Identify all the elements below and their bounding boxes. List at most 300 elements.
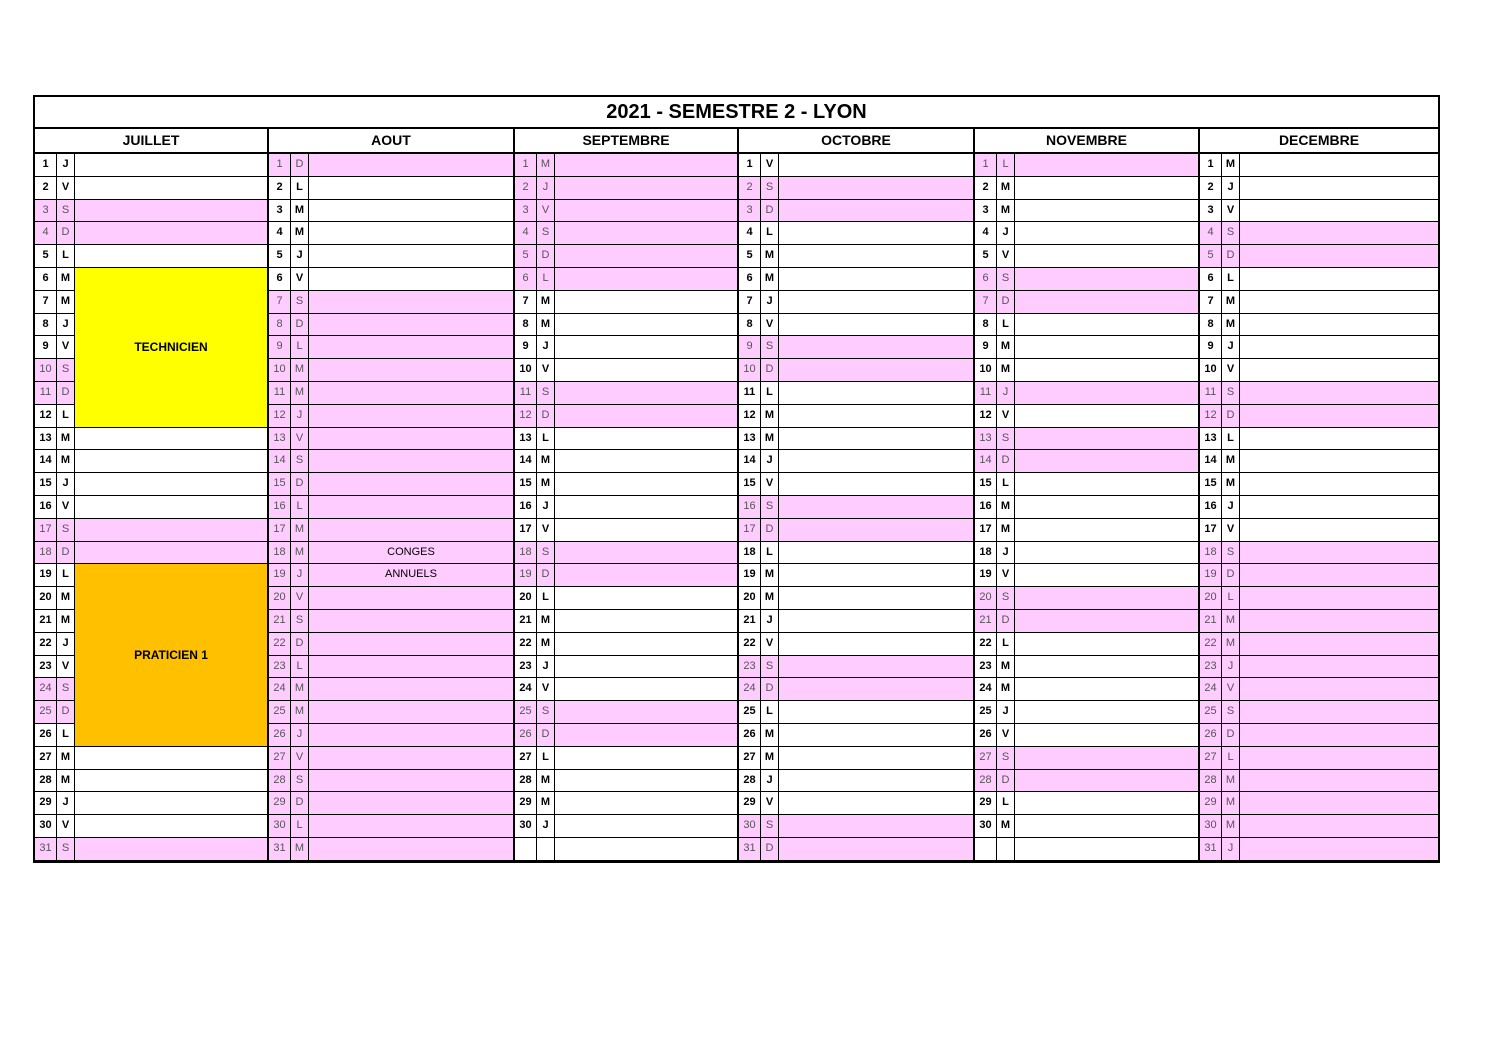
day-number: 9 <box>739 336 761 358</box>
day-letter: V <box>537 519 555 541</box>
day-row <box>975 359 1198 382</box>
day-number: 27 <box>269 747 291 769</box>
day-letter: J <box>1222 656 1240 678</box>
day-letter: V <box>537 678 555 700</box>
day-entry-cell[interactable] <box>555 268 737 290</box>
day-row <box>975 336 1198 359</box>
day-number: 30 <box>975 815 997 837</box>
day-entry-cell[interactable] <box>75 747 267 769</box>
day-number: 11 <box>1200 382 1222 404</box>
day-row <box>739 473 973 496</box>
day-number: 28 <box>975 770 997 792</box>
day-entry-cell[interactable] <box>309 405 513 427</box>
day-letter: M <box>537 314 555 336</box>
day-entry-cell[interactable] <box>1240 291 1438 313</box>
day-entry-cell[interactable] <box>555 473 737 495</box>
day-number: 28 <box>515 770 537 792</box>
day-number: 3 <box>975 200 997 222</box>
day-entry-cell[interactable] <box>1015 268 1198 290</box>
day-number: 22 <box>269 633 291 655</box>
day-entry-cell[interactable] <box>75 838 267 860</box>
day-row <box>269 473 513 496</box>
day-letter: L <box>761 701 779 723</box>
day-entry-cell[interactable] <box>1240 496 1438 518</box>
day-row <box>975 724 1198 747</box>
day-entry-cell[interactable] <box>75 177 267 199</box>
day-entry-cell[interactable] <box>75 519 267 541</box>
day-row <box>515 473 737 496</box>
day-entry-cell[interactable] <box>779 542 973 564</box>
day-letter: M <box>761 564 779 586</box>
day-row <box>739 245 973 268</box>
assignment-block-technicien[interactable] <box>75 268 267 428</box>
day-entry-cell[interactable] <box>555 405 737 427</box>
day-number: 31 <box>1200 838 1222 860</box>
day-entry-cell[interactable] <box>779 747 973 769</box>
day-entry-cell[interactable] <box>1240 838 1438 860</box>
day-entry-cell[interactable] <box>309 610 513 632</box>
day-entry-cell[interactable] <box>1240 815 1438 837</box>
day-letter: M <box>997 177 1015 199</box>
day-entry-cell[interactable] <box>1240 564 1438 586</box>
day-entry-cell[interactable]: ANNUELS <box>385 568 437 581</box>
day-number: 13 <box>1200 428 1222 450</box>
day-entry-cell[interactable] <box>1015 792 1198 814</box>
day-entry-cell[interactable] <box>779 610 973 632</box>
day-entry-cell[interactable] <box>1240 154 1438 176</box>
day-letter: M <box>57 747 75 769</box>
day-entry-cell[interactable] <box>555 382 737 404</box>
day-entry-cell[interactable] <box>309 770 513 792</box>
day-entry-cell[interactable] <box>779 245 973 267</box>
day-row <box>1200 450 1438 473</box>
day-row <box>269 838 513 861</box>
day-letter: D <box>997 610 1015 632</box>
day-entry-cell[interactable] <box>555 154 737 176</box>
day-entry-cell[interactable] <box>555 428 737 450</box>
day-entry-cell[interactable] <box>309 245 513 267</box>
day-entry-cell[interactable] <box>309 792 513 814</box>
day-row <box>269 450 513 473</box>
day-entry-cell[interactable] <box>555 359 737 381</box>
day-row <box>269 656 513 679</box>
day-entry-cell[interactable] <box>309 428 513 450</box>
day-entry-cell[interactable] <box>309 314 513 336</box>
day-number: 7 <box>515 291 537 313</box>
day-entry-cell[interactable] <box>1015 177 1198 199</box>
day-entry-cell[interactable] <box>779 815 973 837</box>
day-number: 14 <box>1200 450 1222 472</box>
day-number: 7 <box>35 291 57 313</box>
day-letter: M <box>1222 792 1240 814</box>
day-entry-cell[interactable] <box>555 542 737 564</box>
day-row <box>975 542 1198 565</box>
day-entry-cell[interactable] <box>1240 405 1438 427</box>
day-row <box>1200 678 1438 701</box>
day-letter: S <box>997 587 1015 609</box>
day-entry-cell[interactable] <box>1015 610 1198 632</box>
day-entry-cell[interactable] <box>1015 587 1198 609</box>
day-entry-cell[interactable] <box>779 314 973 336</box>
day-entry-cell[interactable] <box>1240 770 1438 792</box>
day-entry-cell[interactable] <box>779 701 973 723</box>
day-entry-cell[interactable] <box>309 154 513 176</box>
day-row <box>739 382 973 405</box>
day-letter: J <box>291 245 309 267</box>
day-entry-cell[interactable] <box>309 633 513 655</box>
day-entry-cell[interactable] <box>1015 838 1198 860</box>
day-number: 29 <box>515 792 537 814</box>
day-letter: D <box>291 314 309 336</box>
day-entry-cell[interactable] <box>1240 359 1438 381</box>
day-number: 2 <box>1200 177 1222 199</box>
day-entry-cell[interactable] <box>309 678 513 700</box>
day-entry-cell[interactable] <box>1240 473 1438 495</box>
day-entry-cell[interactable] <box>309 291 513 313</box>
day-entry-cell[interactable] <box>779 564 973 586</box>
day-entry-cell[interactable] <box>309 450 513 472</box>
day-entry-cell[interactable] <box>779 200 973 222</box>
day-entry-cell[interactable] <box>555 450 737 472</box>
day-entry-cell[interactable] <box>555 222 737 244</box>
day-entry-cell[interactable] <box>309 177 513 199</box>
day-entry-cell[interactable] <box>1015 724 1198 746</box>
day-entry-cell[interactable] <box>1240 177 1438 199</box>
day-entry-cell[interactable] <box>555 838 737 860</box>
day-entry-cell[interactable] <box>555 610 737 632</box>
day-entry-cell[interactable] <box>555 177 737 199</box>
day-letter: M <box>291 200 309 222</box>
day-letter: L <box>291 496 309 518</box>
day-entry-cell[interactable] <box>555 519 737 541</box>
day-entry-cell[interactable] <box>1240 268 1438 290</box>
day-row <box>739 291 973 314</box>
day-row <box>269 564 513 587</box>
day-row <box>739 610 973 633</box>
day-entry-cell[interactable] <box>309 838 513 860</box>
day-entry-cell[interactable] <box>779 473 973 495</box>
day-number: 20 <box>515 587 537 609</box>
day-entry-cell[interactable] <box>75 200 267 222</box>
day-entry-cell[interactable] <box>1240 245 1438 267</box>
day-entry-cell[interactable] <box>555 747 737 769</box>
day-entry-cell[interactable] <box>1240 701 1438 723</box>
day-entry-cell[interactable] <box>779 838 973 860</box>
day-entry-cell[interactable] <box>555 724 737 746</box>
day-entry-cell[interactable] <box>1240 724 1438 746</box>
month-header-novembre: NOVEMBRE <box>973 129 1198 152</box>
day-entry-cell[interactable] <box>1015 815 1198 837</box>
day-entry-cell[interactable] <box>555 678 737 700</box>
day-entry-cell[interactable] <box>555 587 737 609</box>
day-letter: V <box>57 177 75 199</box>
day-row <box>515 450 737 473</box>
day-entry-cell[interactable] <box>309 382 513 404</box>
day-entry-cell[interactable] <box>309 519 513 541</box>
day-entry-cell[interactable] <box>1015 291 1198 313</box>
day-number: 11 <box>269 382 291 404</box>
day-entry-cell[interactable] <box>779 770 973 792</box>
day-entry-cell[interactable] <box>1240 450 1438 472</box>
day-entry-cell[interactable] <box>555 496 737 518</box>
day-number: 2 <box>739 177 761 199</box>
day-entry-cell[interactable] <box>309 359 513 381</box>
day-entry-cell[interactable] <box>1015 496 1198 518</box>
day-entry-cell[interactable] <box>1015 245 1198 267</box>
day-row <box>1200 792 1438 815</box>
day-entry-cell[interactable] <box>1240 314 1438 336</box>
day-entry-cell[interactable] <box>1240 428 1438 450</box>
day-letter: D <box>761 359 779 381</box>
day-entry-cell[interactable] <box>1015 678 1198 700</box>
day-entry-cell[interactable] <box>1240 747 1438 769</box>
day-entry-cell[interactable] <box>1015 154 1198 176</box>
day-row <box>739 542 973 565</box>
day-entry-cell[interactable]: CONGES <box>387 545 435 558</box>
day-letter: L <box>997 792 1015 814</box>
day-entry-cell[interactable] <box>779 450 973 472</box>
day-letter: S <box>761 496 779 518</box>
day-entry-cell[interactable] <box>309 473 513 495</box>
day-entry-cell[interactable] <box>779 405 973 427</box>
day-letter: L <box>537 747 555 769</box>
day-entry-cell[interactable] <box>75 815 267 837</box>
day-entry-cell[interactable] <box>1240 382 1438 404</box>
day-entry-cell[interactable] <box>1240 633 1438 655</box>
day-row <box>515 610 737 633</box>
day-letter: M <box>537 473 555 495</box>
assignment-block-praticien-1[interactable] <box>75 564 267 746</box>
day-entry-cell[interactable] <box>779 792 973 814</box>
day-row <box>975 678 1198 701</box>
day-entry-cell[interactable] <box>309 587 513 609</box>
day-letter: M <box>1222 473 1240 495</box>
day-entry-cell[interactable] <box>779 496 973 518</box>
day-entry-cell[interactable] <box>309 656 513 678</box>
day-number: 3 <box>739 200 761 222</box>
day-number: 17 <box>269 519 291 541</box>
day-row <box>515 633 737 656</box>
day-number: 25 <box>269 701 291 723</box>
day-entry-cell[interactable] <box>779 336 973 358</box>
day-entry-cell[interactable] <box>1015 564 1198 586</box>
day-entry-cell[interactable] <box>779 724 973 746</box>
day-entry-cell[interactable] <box>1240 336 1438 358</box>
day-number: 11 <box>515 382 537 404</box>
day-entry-cell[interactable] <box>1015 633 1198 655</box>
day-entry-cell[interactable] <box>779 382 973 404</box>
day-letter: V <box>1222 678 1240 700</box>
day-number: 18 <box>269 542 291 564</box>
day-row <box>35 770 267 793</box>
day-entry-cell[interactable] <box>75 473 267 495</box>
day-entry-cell[interactable] <box>555 792 737 814</box>
day-row <box>269 496 513 519</box>
day-entry-cell[interactable] <box>779 268 973 290</box>
day-entry-cell[interactable] <box>779 633 973 655</box>
day-letter: S <box>1222 701 1240 723</box>
day-letter: S <box>57 519 75 541</box>
day-number: 10 <box>35 359 57 381</box>
day-entry-cell[interactable] <box>1015 428 1198 450</box>
day-entry-cell[interactable] <box>75 792 267 814</box>
day-entry-cell[interactable] <box>555 633 737 655</box>
day-row <box>975 587 1198 610</box>
day-entry-cell[interactable] <box>779 222 973 244</box>
day-number: 2 <box>35 177 57 199</box>
day-entry-cell[interactable] <box>309 724 513 746</box>
day-entry-cell[interactable] <box>1240 656 1438 678</box>
day-entry-cell[interactable] <box>1240 587 1438 609</box>
day-entry-cell[interactable] <box>555 815 737 837</box>
day-entry-cell[interactable] <box>779 519 973 541</box>
day-entry-cell[interactable] <box>1240 222 1438 244</box>
day-entry-cell[interactable] <box>1015 405 1198 427</box>
day-entry-cell[interactable] <box>75 770 267 792</box>
day-entry-cell[interactable] <box>779 656 973 678</box>
day-entry-cell[interactable] <box>1015 770 1198 792</box>
day-letter: M <box>291 519 309 541</box>
day-row <box>515 656 737 679</box>
day-entry-cell[interactable] <box>1015 701 1198 723</box>
day-row <box>269 770 513 793</box>
day-letter: S <box>291 770 309 792</box>
day-letter: M <box>57 428 75 450</box>
day-entry-cell[interactable] <box>555 336 737 358</box>
day-row <box>975 200 1198 223</box>
day-letter: M <box>761 245 779 267</box>
day-entry-cell[interactable] <box>75 245 267 267</box>
day-entry-cell[interactable] <box>1240 542 1438 564</box>
day-entry-cell[interactable] <box>309 268 513 290</box>
day-entry-cell[interactable] <box>555 770 737 792</box>
day-entry-cell[interactable] <box>1240 678 1438 700</box>
day-entry-cell[interactable] <box>1240 519 1438 541</box>
day-entry-cell[interactable] <box>1015 200 1198 222</box>
day-entry-cell[interactable] <box>309 496 513 518</box>
day-row <box>515 428 737 451</box>
day-number: 23 <box>739 656 761 678</box>
day-letter: V <box>997 564 1015 586</box>
day-entry-cell[interactable] <box>555 701 737 723</box>
day-entry-cell[interactable] <box>1015 336 1198 358</box>
day-letter: D <box>997 291 1015 313</box>
day-entry-cell[interactable] <box>1015 359 1198 381</box>
day-letter: M <box>1222 291 1240 313</box>
day-entry-cell[interactable] <box>555 314 737 336</box>
day-letter: V <box>997 405 1015 427</box>
day-letter: L <box>57 724 75 746</box>
day-number: 23 <box>35 656 57 678</box>
day-number: 25 <box>739 701 761 723</box>
day-entry-cell[interactable] <box>779 177 973 199</box>
day-entry-cell[interactable] <box>779 154 973 176</box>
day-letter: M <box>761 268 779 290</box>
day-entry-cell[interactable] <box>779 678 973 700</box>
day-entry-cell[interactable] <box>1015 473 1198 495</box>
day-letter: J <box>291 405 309 427</box>
day-entry-cell[interactable] <box>1015 747 1198 769</box>
day-number: 9 <box>1200 336 1222 358</box>
day-number: 17 <box>515 519 537 541</box>
day-number: 3 <box>35 200 57 222</box>
day-letter: S <box>761 656 779 678</box>
day-letter: L <box>291 656 309 678</box>
month-column-decembre <box>1198 154 1438 861</box>
day-letter: D <box>1222 724 1240 746</box>
day-entry-cell[interactable] <box>1240 610 1438 632</box>
day-letter: J <box>291 564 309 586</box>
day-number: 21 <box>35 610 57 632</box>
day-entry-cell[interactable] <box>309 701 513 723</box>
day-number: 8 <box>35 314 57 336</box>
day-entry-cell[interactable] <box>1015 656 1198 678</box>
day-letter: M <box>57 610 75 632</box>
day-entry-cell[interactable] <box>309 222 513 244</box>
day-entry-cell[interactable] <box>1015 542 1198 564</box>
day-row <box>515 747 737 770</box>
day-number: 18 <box>739 542 761 564</box>
day-entry-cell[interactable] <box>1015 382 1198 404</box>
day-entry-cell[interactable] <box>309 747 513 769</box>
day-entry-cell[interactable] <box>75 222 267 244</box>
day-entry-cell[interactable] <box>779 359 973 381</box>
day-entry-cell[interactable] <box>309 336 513 358</box>
day-entry-cell[interactable] <box>75 496 267 518</box>
day-letter: J <box>761 610 779 632</box>
day-entry-cell[interactable] <box>1240 200 1438 222</box>
day-entry-cell[interactable] <box>555 656 737 678</box>
day-letter: D <box>291 633 309 655</box>
day-number: 15 <box>269 473 291 495</box>
day-entry-cell[interactable] <box>75 450 267 472</box>
day-row <box>739 792 973 815</box>
day-number: 29 <box>739 792 761 814</box>
day-entry-cell[interactable] <box>309 200 513 222</box>
day-letter: J <box>1222 177 1240 199</box>
day-entry-cell[interactable] <box>555 245 737 267</box>
day-row <box>515 564 737 587</box>
day-entry-cell[interactable] <box>1015 450 1198 472</box>
day-entry-cell[interactable] <box>555 564 737 586</box>
day-entry-cell[interactable] <box>555 291 737 313</box>
day-letter: M <box>537 792 555 814</box>
day-number: 13 <box>515 428 537 450</box>
day-entry-cell[interactable] <box>555 200 737 222</box>
day-entry-cell[interactable] <box>779 291 973 313</box>
day-letter: J <box>997 542 1015 564</box>
day-entry-cell[interactable] <box>1240 792 1438 814</box>
day-entry-cell[interactable] <box>1015 222 1198 244</box>
day-entry-cell[interactable] <box>75 428 267 450</box>
day-entry-cell[interactable] <box>779 587 973 609</box>
day-row <box>975 473 1198 496</box>
day-entry-cell[interactable] <box>779 428 973 450</box>
day-letter: V <box>57 496 75 518</box>
day-number: 28 <box>35 770 57 792</box>
day-entry-cell[interactable] <box>1015 519 1198 541</box>
day-letter: L <box>1222 268 1240 290</box>
month-column-novembre <box>973 154 1198 861</box>
day-letter: M <box>537 154 555 176</box>
day-entry-cell[interactable] <box>1015 314 1198 336</box>
day-entry-cell[interactable] <box>309 815 513 837</box>
day-entry-cell[interactable] <box>75 542 267 564</box>
day-number: 12 <box>515 405 537 427</box>
day-entry-cell[interactable] <box>75 154 267 176</box>
day-number: 14 <box>269 450 291 472</box>
day-number: 31 <box>35 838 57 860</box>
